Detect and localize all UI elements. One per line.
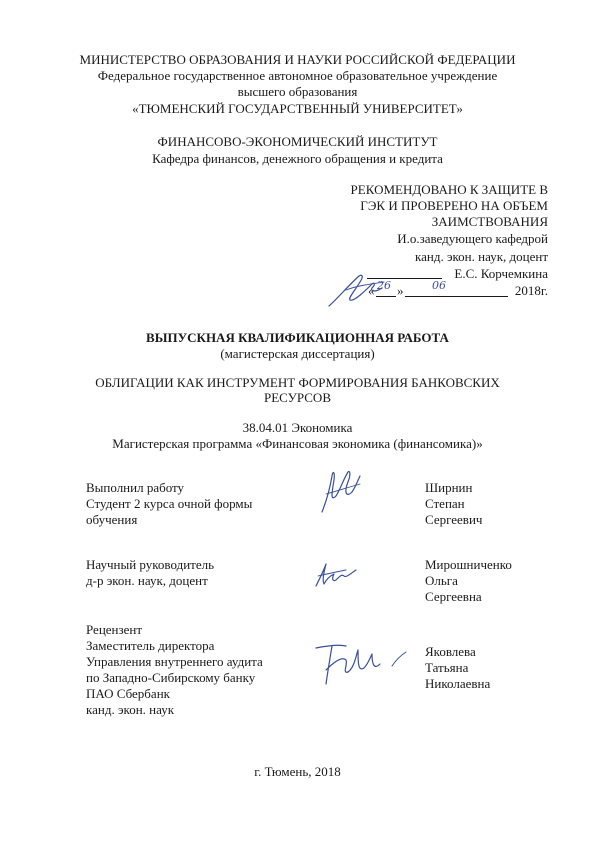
approval-signature — [326, 268, 416, 310]
supervisor-surname: Мирошниченко — [425, 557, 512, 572]
supervisor-role-line2: д-р экон. наук, доцент — [86, 573, 208, 588]
author-surname: Ширнин — [425, 480, 473, 495]
reviewer-role-line2: Заместитель директора — [86, 638, 215, 653]
approval-position: И.о.заведующего кафедрой — [397, 231, 548, 246]
author-role-line2: Студент 2 курса очной формы — [86, 496, 253, 511]
reviewer-role-line6: канд. экон. наук — [86, 702, 175, 717]
approval-date-close-quote: » — [397, 283, 404, 298]
supervisor-role-line1: Научный руководитель — [86, 557, 215, 572]
supervisor-patronymic: Сергеевна — [425, 589, 482, 604]
author-name: Степан — [425, 496, 465, 511]
department-name: Кафедра финансов, денежного обращения и кредита — [152, 151, 443, 166]
work-type: ВЫПУСКНАЯ КВАЛИФИКАЦИОННАЯ РАБОТА — [146, 330, 449, 345]
approval-line3: ЗАИМСТВОВАНИЯ — [431, 214, 548, 229]
approval-date-month: 06 — [432, 279, 446, 292]
reviewer-role-line5: ПАО Сбербанк — [86, 686, 170, 701]
institution-type-line2: высшего образования — [237, 84, 358, 99]
supervisor-name: Ольга — [425, 573, 458, 588]
institution-type-line1: Федеральное государственное автономное образовательное учреждение — [97, 68, 498, 83]
topic-line1: ОБЛИГАЦИИ КАК ИНСТРУМЕНТ ФОРМИРОВАНИЯ БАНКОВСКИХ — [95, 375, 500, 390]
topic-line2: РЕСУРСОВ — [264, 390, 331, 405]
reviewer-patronymic: Николаевна — [425, 676, 491, 691]
city-year: г. Тюмень, 2018 — [254, 764, 341, 779]
approval-date-day: 26 — [377, 279, 391, 292]
program-code: 38.04.01 Экономика — [242, 420, 353, 435]
author-role-line1: Выполнил работу — [86, 480, 185, 495]
reviewer-signature — [312, 640, 412, 690]
reviewer-role-line4: по Западно-Сибирскому банку — [86, 670, 256, 685]
approval-signer: Е.С. Корчемкина — [454, 266, 548, 281]
approval-line2: ГЭК И ПРОВЕРЕНО НА ОБЪЕМ — [360, 198, 548, 213]
reviewer-name: Татьяна — [425, 660, 469, 675]
program-name: Магистерская программа «Финансовая экономика (финансомика)» — [112, 436, 483, 451]
institute-name: ФИНАНСОВО-ЭКОНОМИЧЕСКИЙ ИНСТИТУТ — [157, 134, 438, 149]
ministry-line: МИНИСТЕРСТВО ОБРАЗОВАНИЯ И НАУКИ РОССИЙСКОЙ ФЕДЕРАЦИИ — [79, 52, 516, 67]
author-patronymic: Сергеевич — [425, 512, 483, 527]
author-signature — [316, 466, 366, 516]
approval-month-line — [405, 296, 508, 297]
university-name: «ТЮМЕНСКИЙ ГОСУДАРСТВЕННЫЙ УНИВЕРСИТЕТ» — [132, 101, 463, 116]
author-role-line3: обучения — [86, 512, 138, 527]
approval-line1: РЕКОМЕНДОВАНО К ЗАЩИТЕ В — [350, 182, 548, 197]
reviewer-role-line3: Управления внутреннего аудита — [86, 654, 263, 669]
work-subtype: (магистерская диссертация) — [220, 346, 375, 361]
supervisor-signature — [312, 560, 360, 590]
reviewer-surname: Яковлева — [425, 644, 476, 659]
approval-date-open-quote: « — [368, 283, 375, 298]
reviewer-role-line1: Рецензент — [86, 622, 143, 637]
approval-degree: канд. экон. наук, доцент — [414, 249, 548, 264]
approval-date-year: 2018г. — [514, 283, 548, 298]
